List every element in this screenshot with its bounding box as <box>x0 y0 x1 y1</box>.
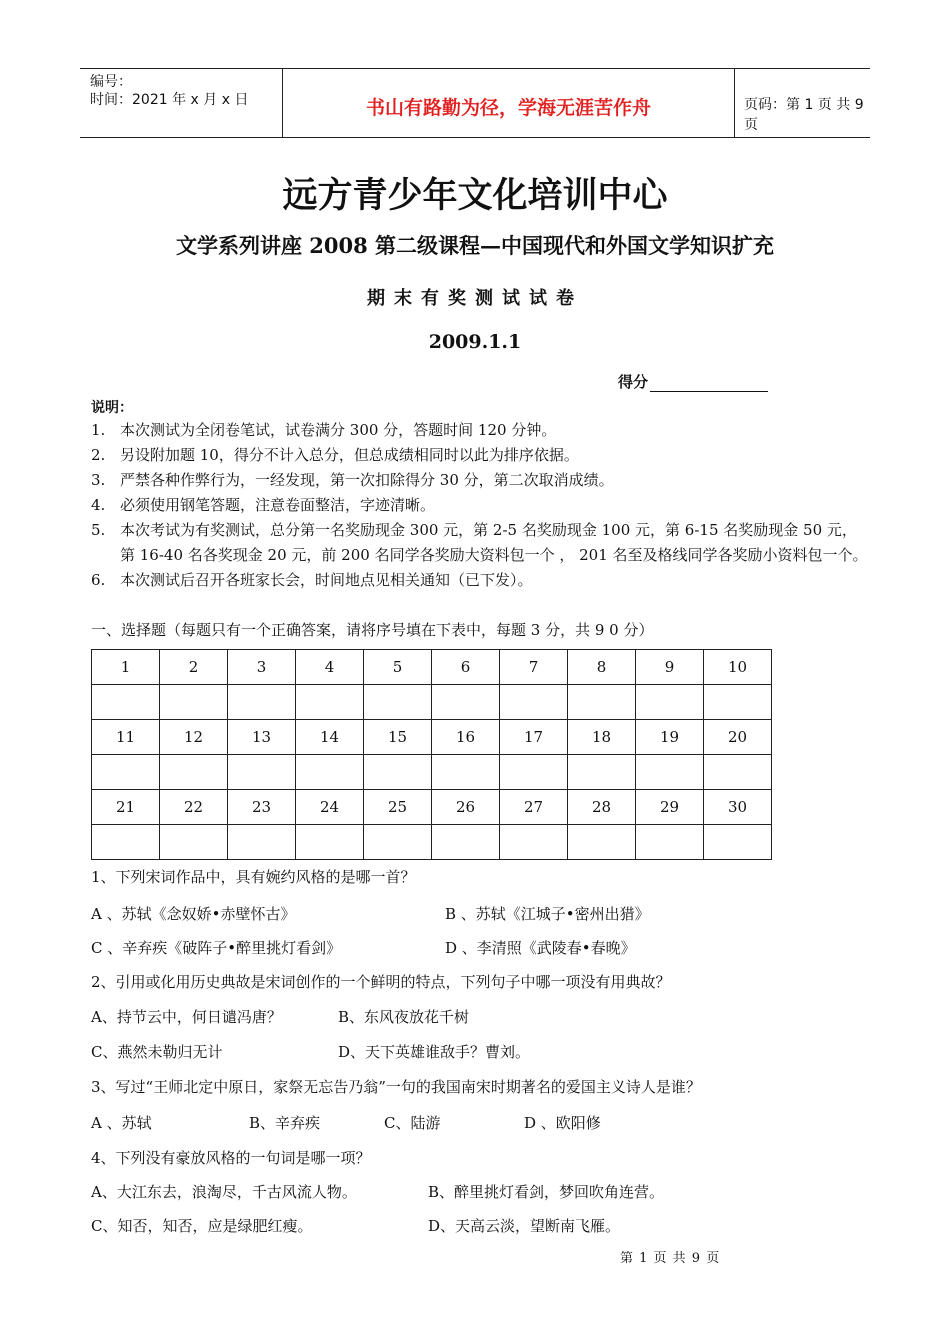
grid-number: 27 <box>500 790 568 825</box>
answer-cell[interactable] <box>704 825 772 860</box>
note-number: 3. <box>91 471 106 489</box>
question-option: C、陆游 <box>384 1114 441 1132</box>
answer-cell[interactable] <box>92 825 160 860</box>
question-option: C 、辛弃疾《破阵子•醉里挑灯看剑》 <box>91 939 342 957</box>
note-number: 1. <box>91 421 106 439</box>
question-option: B、辛弃疾 <box>249 1114 321 1132</box>
question-option: B 、苏轼《江城子•密州出猎》 <box>445 905 650 923</box>
grid-number: 8 <box>568 650 636 685</box>
grid-number: 3 <box>228 650 296 685</box>
answer-grid <box>91 649 772 860</box>
note-item <box>91 518 871 568</box>
answer-cell[interactable] <box>568 755 636 790</box>
header-band <box>80 68 870 138</box>
answer-cell[interactable] <box>296 825 364 860</box>
grid-number: 12 <box>160 720 228 755</box>
answer-cell[interactable] <box>500 825 568 860</box>
page-subtitle: 文学系列讲座 2008 第二级课程—中国现代和外国文学知识扩充 <box>175 233 775 258</box>
note-number: 2. <box>91 446 106 464</box>
grid-number-row <box>92 720 772 755</box>
grid-answer-row <box>92 825 772 860</box>
exam-date: 2009.1.1 <box>428 331 522 353</box>
question-option: C、知否，知否，应是绿肥红瘦。 <box>91 1217 313 1235</box>
page-footer: 第 1 页 共 9 页 <box>620 1251 721 1266</box>
note-number: 6. <box>91 571 106 589</box>
note-number: 5. <box>91 521 106 539</box>
grid-number: 5 <box>364 650 432 685</box>
question-option: A 、苏轼 <box>91 1114 152 1132</box>
answer-cell[interactable] <box>296 755 364 790</box>
answer-cell[interactable] <box>296 685 364 720</box>
note-text: 本次测试后召开各班家长会，时间地点见相关通知（已下发）。 <box>120 571 533 589</box>
grid-number: 20 <box>704 720 772 755</box>
grid-number: 28 <box>568 790 636 825</box>
question-option: A 、苏轼《念奴娇•赤壁怀古》 <box>91 905 296 923</box>
answer-cell[interactable] <box>636 825 704 860</box>
question-option: D 、李清照《武陵春•春晚》 <box>445 939 636 957</box>
time-label: 时间：2021 年 x 月 x 日 <box>90 92 249 108</box>
answer-cell[interactable] <box>160 825 228 860</box>
answer-cell[interactable] <box>92 685 160 720</box>
note-number: 4. <box>91 496 106 514</box>
page-label: 页码：第 1 页 共 9 页 <box>744 97 864 133</box>
grid-number: 13 <box>228 720 296 755</box>
answer-cell[interactable] <box>636 685 704 720</box>
answer-cell[interactable] <box>568 685 636 720</box>
grid-number: 30 <box>704 790 772 825</box>
note-text: 必须使用钢笔答题，注意卷面整洁，字迹清晰。 <box>120 496 436 514</box>
answer-cell[interactable] <box>228 755 296 790</box>
grid-number: 9 <box>636 650 704 685</box>
answer-cell[interactable] <box>568 825 636 860</box>
question-option: D、天下英雄谁敌手？曹刘。 <box>338 1043 531 1061</box>
note-item <box>91 493 871 518</box>
score-field <box>618 371 768 392</box>
grid-number: 11 <box>92 720 160 755</box>
grid-number-row <box>92 790 772 825</box>
header-page-cell <box>734 69 870 137</box>
answer-cell[interactable] <box>500 755 568 790</box>
grid-number: 18 <box>568 720 636 755</box>
grid-number: 25 <box>364 790 432 825</box>
grid-answer-row <box>92 685 772 720</box>
grid-number: 14 <box>296 720 364 755</box>
grid-number: 15 <box>364 720 432 755</box>
grid-answer-row <box>92 755 772 790</box>
question-stem: 2、引用或化用历史典故是宋词创作的一个鲜明的特点，下列句子中哪一项没有用典故？ <box>91 973 671 991</box>
answer-cell[interactable] <box>364 685 432 720</box>
grid-number-row <box>92 650 772 685</box>
answer-cell[interactable] <box>500 685 568 720</box>
header-motto-cell <box>282 69 735 137</box>
note-text: 另设附加题 10，得分不计入总分，但总成绩相同时以此为排序依据。 <box>120 446 579 464</box>
answer-cell[interactable] <box>704 685 772 720</box>
grid-number: 23 <box>228 790 296 825</box>
answer-cell[interactable] <box>228 685 296 720</box>
motto: 书山有路勤为径，学海无涯苦作舟 <box>365 97 651 119</box>
answer-cell[interactable] <box>364 825 432 860</box>
question-option: B、醉里挑灯看剑，梦回吹角连营。 <box>428 1183 665 1201</box>
serial-label: 编号： <box>90 74 132 90</box>
grid-number: 17 <box>500 720 568 755</box>
answer-cell[interactable] <box>160 685 228 720</box>
grid-number: 6 <box>432 650 500 685</box>
grid-number: 4 <box>296 650 364 685</box>
note-item <box>91 468 871 493</box>
answer-cell[interactable] <box>432 755 500 790</box>
answer-cell[interactable] <box>92 755 160 790</box>
grid-number: 26 <box>432 790 500 825</box>
answer-cell[interactable] <box>432 685 500 720</box>
question-option: C、燕然未勒归无计 <box>91 1043 223 1061</box>
question-option: B、东风夜放花千树 <box>338 1008 470 1026</box>
question-stem: 4、下列没有豪放风格的一句词是哪一项？ <box>91 1149 371 1167</box>
note-text: 本次测试为全闭卷笔试，试卷满分 300 分，答题时间 120 分钟。 <box>120 421 557 439</box>
grid-number: 10 <box>704 650 772 685</box>
answer-cell[interactable] <box>228 825 296 860</box>
notes-list <box>91 418 871 593</box>
grid-number: 7 <box>500 650 568 685</box>
question-option: A、大江东去，浪淘尽，千古风流人物。 <box>91 1183 357 1201</box>
answer-cell[interactable] <box>636 755 704 790</box>
question-stem: 3、写过“王师北定中原日，家祭无忘告乃翁”一句的我国南宋时期著名的爱国主义诗人是谁？ <box>91 1078 701 1096</box>
section-heading-choice: 一、选择题（每题只有一个正确答案，请将序号填在下表中，每题 3 分，共 9 0 分） <box>91 621 654 639</box>
question-option: D 、欧阳修 <box>524 1114 601 1132</box>
note-item <box>91 418 871 443</box>
grid-number: 1 <box>92 650 160 685</box>
note-item <box>91 568 871 593</box>
answer-cell[interactable] <box>432 825 500 860</box>
notes-heading: 说明： <box>91 400 133 416</box>
question-option: A、持节云中，何日谴冯唐？ <box>91 1008 282 1026</box>
note-text: 严禁各种作弊行为，一经发现，第一次扣除得分 30 分，第二次取消成绩。 <box>120 471 614 489</box>
answer-cell[interactable] <box>704 755 772 790</box>
score-label: 得分 <box>618 373 649 391</box>
answer-cell[interactable] <box>364 755 432 790</box>
grid-number: 22 <box>160 790 228 825</box>
grid-number: 19 <box>636 720 704 755</box>
score-blank[interactable] <box>650 375 768 392</box>
grid-number: 29 <box>636 790 704 825</box>
header-meta-cell <box>80 69 282 137</box>
question-option: D、天高云淡，望断南飞雁。 <box>428 1217 621 1235</box>
question-stem: 1、下列宋词作品中，具有婉约风格的是哪一首？ <box>91 868 416 886</box>
grid-number: 24 <box>296 790 364 825</box>
exam-name: 期末有奖测试试卷 <box>367 288 583 309</box>
note-text: 本次考试为有奖测试，总分第一名奖励现金 300 元，第 2-5 名奖励现金 100 元，第 6-15 名奖励现金 50 元，第 16-40 名各奖现金 20 元，前 200 名同学各奖励大资料包一个 ， 201 名至及格线同学各奖励小资料包一个。 <box>120 521 868 564</box>
grid-number: 21 <box>92 790 160 825</box>
note-item <box>91 443 871 468</box>
grid-number: 2 <box>160 650 228 685</box>
page-title: 远方青少年文化培训中心 <box>282 176 668 216</box>
answer-cell[interactable] <box>160 755 228 790</box>
grid-number: 16 <box>432 720 500 755</box>
